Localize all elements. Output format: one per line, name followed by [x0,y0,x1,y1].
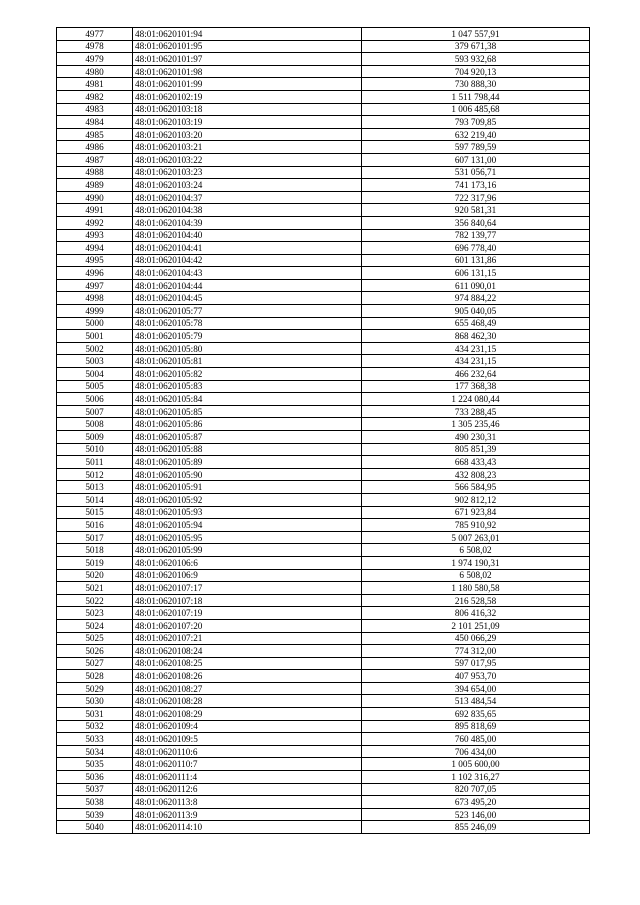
row-number-cell: 5027 [57,657,133,670]
table-row [57,405,590,418]
row-number-cell: 5020 [57,569,133,582]
cadastral-value-cell: 597 789,59 [362,141,590,154]
cadastral-value-cell: 855 246,09 [362,821,590,834]
cadastral-number-cell: 48:01:0620105:85 [133,405,362,418]
row-number-cell: 5010 [57,443,133,456]
cadastral-value-cell: 692 835,65 [362,708,590,721]
row-number-cell: 5021 [57,582,133,595]
cadastral-number-cell: 48:01:0620109:5 [133,733,362,746]
table-row [57,506,590,519]
cadastral-value-cell: 2 101 251,09 [362,619,590,632]
cadastral-value-cell: 434 231,15 [362,342,590,355]
cadastral-value-cell: 1 224 080,44 [362,393,590,406]
cadastral-number-cell: 48:01:0620104:41 [133,242,362,255]
cadastral-value-cell: 523 146,00 [362,808,590,821]
cadastral-number-cell: 48:01:0620101:98 [133,65,362,78]
cadastral-number-cell: 48:01:0620103:23 [133,166,362,179]
row-number-cell: 4998 [57,292,133,305]
table-row [57,783,590,796]
row-number-cell: 4995 [57,254,133,267]
table-row [57,368,590,381]
table-row [57,708,590,721]
cadastral-number-cell: 48:01:0620103:21 [133,141,362,154]
cadastral-value-cell: 868 462,30 [362,330,590,343]
row-number-cell: 4982 [57,90,133,103]
cadastral-number-cell: 48:01:0620113:9 [133,808,362,821]
cadastral-number-cell: 48:01:0620112:6 [133,783,362,796]
table-row [57,204,590,217]
row-number-cell: 5033 [57,733,133,746]
cadastral-value-cell: 6 508,02 [362,544,590,557]
table-row [57,191,590,204]
cadastral-number-cell: 48:01:0620110:7 [133,758,362,771]
row-number-cell: 5019 [57,556,133,569]
table-row [57,695,590,708]
table-row [57,330,590,343]
table-row [57,40,590,53]
table-row [57,456,590,469]
row-number-cell: 4989 [57,179,133,192]
cadastral-number-cell: 48:01:0620108:24 [133,645,362,658]
cadastral-number-cell: 48:01:0620109:4 [133,720,362,733]
cadastral-value-cell: 1 047 557,91 [362,28,590,41]
cadastral-value-cell: 450 066,29 [362,632,590,645]
cadastral-value-table [56,27,590,834]
cadastral-number-cell: 48:01:0620107:19 [133,607,362,620]
cadastral-number-cell: 48:01:0620105:79 [133,330,362,343]
row-number-cell: 5012 [57,468,133,481]
cadastral-value-cell: 1 305 235,46 [362,418,590,431]
cadastral-number-cell: 48:01:0620102:19 [133,90,362,103]
table-row [57,745,590,758]
row-number-cell: 5028 [57,670,133,683]
cadastral-number-cell: 48:01:0620105:84 [133,393,362,406]
cadastral-number-cell: 48:01:0620104:44 [133,279,362,292]
table-row [57,141,590,154]
cadastral-value-cell: 806 416,32 [362,607,590,620]
row-number-cell: 4990 [57,191,133,204]
cadastral-number-cell: 48:01:0620105:78 [133,317,362,330]
row-number-cell: 4999 [57,305,133,318]
table-row [57,682,590,695]
cadastral-value-cell: 1 180 580,58 [362,582,590,595]
table-row [57,116,590,129]
cadastral-number-cell: 48:01:0620101:95 [133,40,362,53]
row-number-cell: 4984 [57,116,133,129]
cadastral-number-cell: 48:01:0620114:10 [133,821,362,834]
table-row [57,317,590,330]
cadastral-number-cell: 48:01:0620104:45 [133,292,362,305]
cadastral-value-cell: 785 910,92 [362,519,590,532]
table-row [57,254,590,267]
cadastral-value-cell: 820 707,05 [362,783,590,796]
table-row [57,594,590,607]
row-number-cell: 5014 [57,493,133,506]
cadastral-value-cell: 566 584,95 [362,481,590,494]
cadastral-number-cell: 48:01:0620105:88 [133,443,362,456]
cadastral-value-cell: 895 818,69 [362,720,590,733]
cadastral-number-cell: 48:01:0620110:6 [133,745,362,758]
row-number-cell: 5018 [57,544,133,557]
row-number-cell: 5040 [57,821,133,834]
cadastral-number-cell: 48:01:0620105:95 [133,531,362,544]
table-row [57,103,590,116]
cadastral-number-cell: 48:01:0620104:42 [133,254,362,267]
table-row [57,65,590,78]
table-row [57,670,590,683]
table-row [57,90,590,103]
row-number-cell: 5023 [57,607,133,620]
row-number-cell: 4981 [57,78,133,91]
table-row [57,28,590,41]
row-number-cell: 4996 [57,267,133,280]
cadastral-value-cell: 5 007 263,01 [362,531,590,544]
cadastral-value-cell: 434 231,15 [362,355,590,368]
cadastral-number-cell: 48:01:0620111:4 [133,771,362,784]
table-body [57,28,590,834]
cadastral-value-cell: 432 808,23 [362,468,590,481]
table-row [57,468,590,481]
table-row [57,380,590,393]
row-number-cell: 5022 [57,594,133,607]
row-number-cell: 4992 [57,216,133,229]
row-number-cell: 5001 [57,330,133,343]
cadastral-value-cell: 730 888,30 [362,78,590,91]
table-row [57,342,590,355]
cadastral-number-cell: 48:01:0620104:39 [133,216,362,229]
cadastral-value-cell: 1 511 798,44 [362,90,590,103]
table-row [57,821,590,834]
cadastral-value-cell: 466 232,64 [362,368,590,381]
cadastral-value-cell: 760 485,00 [362,733,590,746]
table-row [57,229,590,242]
row-number-cell: 5003 [57,355,133,368]
cadastral-value-cell: 722 317,96 [362,191,590,204]
table-row [57,733,590,746]
table-row [57,431,590,444]
cadastral-value-cell: 774 312,00 [362,645,590,658]
cadastral-number-cell: 48:01:0620108:26 [133,670,362,683]
cadastral-value-cell: 6 508,02 [362,569,590,582]
cadastral-value-cell: 733 288,45 [362,405,590,418]
cadastral-number-cell: 48:01:0620105:82 [133,368,362,381]
row-number-cell: 5008 [57,418,133,431]
cadastral-number-cell: 48:01:0620103:20 [133,128,362,141]
cadastral-number-cell: 48:01:0620107:18 [133,594,362,607]
row-number-cell: 5000 [57,317,133,330]
cadastral-value-cell: 673 495,20 [362,796,590,809]
cadastral-number-cell: 48:01:0620108:28 [133,695,362,708]
row-number-cell: 5039 [57,808,133,821]
table-row [57,645,590,658]
cadastral-number-cell: 48:01:0620107:17 [133,582,362,595]
row-number-cell: 5024 [57,619,133,632]
cadastral-value-cell: 805 851,39 [362,443,590,456]
cadastral-value-cell: 394 654,00 [362,682,590,695]
cadastral-number-cell: 48:01:0620108:29 [133,708,362,721]
cadastral-number-cell: 48:01:0620105:83 [133,380,362,393]
table-row [57,443,590,456]
cadastral-number-cell: 48:01:0620104:38 [133,204,362,217]
cadastral-number-cell: 48:01:0620105:99 [133,544,362,557]
cadastral-value-cell: 741 173,16 [362,179,590,192]
cadastral-number-cell: 48:01:0620105:86 [133,418,362,431]
row-number-cell: 5015 [57,506,133,519]
cadastral-value-cell: 706 434,00 [362,745,590,758]
cadastral-value-cell: 606 131,15 [362,267,590,280]
cadastral-number-cell: 48:01:0620105:91 [133,481,362,494]
table-row [57,393,590,406]
row-number-cell: 5037 [57,783,133,796]
table-row [57,544,590,557]
cadastral-value-cell: 1 102 316,27 [362,771,590,784]
cadastral-number-cell: 48:01:0620103:24 [133,179,362,192]
row-number-cell: 4993 [57,229,133,242]
cadastral-value-cell: 920 581,31 [362,204,590,217]
table-row [57,607,590,620]
table-row [57,569,590,582]
row-number-cell: 5035 [57,758,133,771]
table-row [57,292,590,305]
row-number-cell: 4986 [57,141,133,154]
cadastral-value-cell: 216 528,58 [362,594,590,607]
table-row [57,796,590,809]
row-number-cell: 4987 [57,153,133,166]
row-number-cell: 5017 [57,531,133,544]
cadastral-value-cell: 611 090,01 [362,279,590,292]
cadastral-number-cell: 48:01:0620104:43 [133,267,362,280]
table-row [57,632,590,645]
cadastral-number-cell: 48:01:0620105:94 [133,519,362,532]
row-number-cell: 5036 [57,771,133,784]
row-number-cell: 4994 [57,242,133,255]
row-number-cell: 5009 [57,431,133,444]
row-number-cell: 5032 [57,720,133,733]
cadastral-value-cell: 513 484,54 [362,695,590,708]
row-number-cell: 4980 [57,65,133,78]
cadastral-value-cell: 902 812,12 [362,493,590,506]
row-number-cell: 5016 [57,519,133,532]
cadastral-number-cell: 48:01:0620107:21 [133,632,362,645]
cadastral-value-cell: 668 433,43 [362,456,590,469]
cadastral-number-cell: 48:01:0620104:40 [133,229,362,242]
table-row [57,582,590,595]
table-row [57,619,590,632]
cadastral-number-cell: 48:01:0620103:19 [133,116,362,129]
cadastral-value-cell: 671 923,84 [362,506,590,519]
cadastral-number-cell: 48:01:0620108:25 [133,657,362,670]
cadastral-number-cell: 48:01:0620101:97 [133,53,362,66]
cadastral-number-cell: 48:01:0620101:99 [133,78,362,91]
cadastral-number-cell: 48:01:0620105:90 [133,468,362,481]
cadastral-number-cell: 48:01:0620103:22 [133,153,362,166]
table-row [57,556,590,569]
table-row [57,279,590,292]
row-number-cell: 4983 [57,103,133,116]
cadastral-value-cell: 177 368,38 [362,380,590,393]
cadastral-number-cell: 48:01:0620103:18 [133,103,362,116]
table-row [57,53,590,66]
row-number-cell: 5006 [57,393,133,406]
row-number-cell: 4988 [57,166,133,179]
cadastral-value-cell: 607 131,00 [362,153,590,166]
table-row [57,657,590,670]
cadastral-number-cell: 48:01:0620113:8 [133,796,362,809]
row-number-cell: 5034 [57,745,133,758]
cadastral-value-cell: 905 040,05 [362,305,590,318]
table-row [57,78,590,91]
cadastral-value-cell: 593 932,68 [362,53,590,66]
cadastral-number-cell: 48:01:0620101:94 [133,28,362,41]
table-row [57,418,590,431]
table-row [57,179,590,192]
cadastral-number-cell: 48:01:0620105:80 [133,342,362,355]
cadastral-value-cell: 793 709,85 [362,116,590,129]
table-row [57,481,590,494]
cadastral-number-cell: 48:01:0620105:89 [133,456,362,469]
table-row [57,153,590,166]
row-number-cell: 5004 [57,368,133,381]
table-row [57,531,590,544]
table-row [57,128,590,141]
cadastral-value-cell: 407 953,70 [362,670,590,683]
table-row [57,720,590,733]
row-number-cell: 4977 [57,28,133,41]
cadastral-value-cell: 490 230,31 [362,431,590,444]
cadastral-value-cell: 356 840,64 [362,216,590,229]
table-row [57,758,590,771]
cadastral-value-cell: 597 017,95 [362,657,590,670]
cadastral-number-cell: 48:01:0620105:77 [133,305,362,318]
cadastral-value-cell: 974 884,22 [362,292,590,305]
row-number-cell: 5013 [57,481,133,494]
row-number-cell: 4997 [57,279,133,292]
row-number-cell: 4978 [57,40,133,53]
cadastral-number-cell: 48:01:0620105:87 [133,431,362,444]
row-number-cell: 5029 [57,682,133,695]
cadastral-value-cell: 1 974 190,31 [362,556,590,569]
cadastral-value-cell: 531 056,71 [362,166,590,179]
row-number-cell: 5002 [57,342,133,355]
table-row [57,305,590,318]
table-row [57,493,590,506]
table-row [57,267,590,280]
row-number-cell: 4991 [57,204,133,217]
cadastral-value-cell: 379 671,38 [362,40,590,53]
cadastral-value-cell: 696 778,40 [362,242,590,255]
cadastral-number-cell: 48:01:0620104:37 [133,191,362,204]
cadastral-value-cell: 601 131,86 [362,254,590,267]
row-number-cell: 4979 [57,53,133,66]
table-row [57,242,590,255]
table-row [57,519,590,532]
table-row [57,166,590,179]
row-number-cell: 5038 [57,796,133,809]
table-row [57,808,590,821]
cadastral-value-cell: 1 005 600,00 [362,758,590,771]
cadastral-number-cell: 48:01:0620105:81 [133,355,362,368]
cadastral-value-cell: 655 468,49 [362,317,590,330]
table-row [57,355,590,368]
row-number-cell: 5005 [57,380,133,393]
row-number-cell: 5007 [57,405,133,418]
table-row [57,216,590,229]
cadastral-value-cell: 632 219,40 [362,128,590,141]
cadastral-value-cell: 782 139,77 [362,229,590,242]
cadastral-number-cell: 48:01:0620106:9 [133,569,362,582]
row-number-cell: 5011 [57,456,133,469]
row-number-cell: 5031 [57,708,133,721]
cadastral-number-cell: 48:01:0620105:93 [133,506,362,519]
cadastral-number-cell: 48:01:0620108:27 [133,682,362,695]
cadastral-value-cell: 1 006 485,68 [362,103,590,116]
cadastral-number-cell: 48:01:0620107:20 [133,619,362,632]
cadastral-number-cell: 48:01:0620106:6 [133,556,362,569]
row-number-cell: 5025 [57,632,133,645]
table-row [57,771,590,784]
row-number-cell: 5026 [57,645,133,658]
row-number-cell: 4985 [57,128,133,141]
row-number-cell: 5030 [57,695,133,708]
cadastral-value-cell: 704 920,13 [362,65,590,78]
cadastral-number-cell: 48:01:0620105:92 [133,493,362,506]
